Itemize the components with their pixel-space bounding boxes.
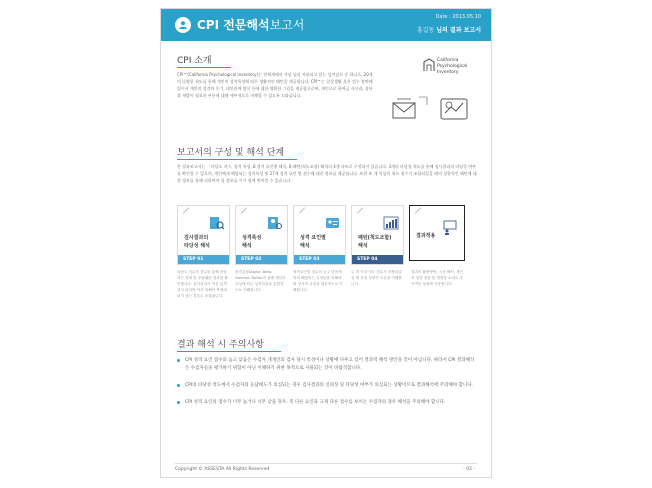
step-card-decoration — [357, 207, 363, 213]
cpi-logo — [423, 56, 473, 86]
cpi-logo-line-2: Psychological — [437, 64, 468, 69]
report-title-light: 보고서 — [269, 18, 305, 32]
step-badge: STEP 01 — [178, 255, 229, 264]
step-label: 결과적용 — [416, 233, 436, 239]
step-label: 패턴(척도조합) 해석 — [358, 235, 392, 249]
intro-title-underline — [177, 67, 231, 68]
cpi-logo-line-1: California — [437, 58, 459, 63]
step-card-03 — [293, 205, 346, 265]
report-title — [197, 16, 304, 33]
step-badge: STEP 03 — [294, 255, 345, 264]
cautions-title-underline — [177, 351, 281, 352]
presenter-icon — [442, 220, 458, 236]
caution-item: CPI 성격 요인 점수의 높고 낮음은 수검자 개개인의 검사 당시 특성이나 상황에 다루고 있어 결과적 해석 방안을 것이 아닙니다. 따라서 CPI 결과해석은 수검자들을 평가하기 위함이 아닌 이해하기 위한 목적으로 사용되는 것이 바람직합니다. — [177, 357, 477, 373]
step-card-decoration — [415, 207, 421, 213]
report-subtitle — [417, 25, 481, 34]
step-description: 결과의 활용방안, 시상 해석, 개인의 성향 장점 및 개발을 토대로 부족적인 성장에 적용합니다. — [411, 270, 463, 286]
report-date: Date : 2013.05.10 — [435, 14, 481, 20]
bar-chart-icon — [383, 216, 399, 230]
subtitle-rest: 님의 결과 보고서 — [436, 27, 481, 34]
intro-title: CPI 소개 — [177, 56, 212, 66]
step-card-result — [409, 205, 465, 261]
intro-body: CPI™(California Psychological Inventory)는 전세계에서 가장 널리 사용되고 있는 성격검사 중 하나로, 20개의 다양한 척도를 통해 개인의 성격특성에 따른 생활적인 패턴을 제공합니다. CPI™는 일상생활 혹은 업무 장면에 있어서 개인의 성격과 동기, 대인관계 방식 등에 대한 명확한 그림을 제공함으로써, 개인으로 하여금 자신과, 집단과 개발이 필요한 부분에 대해 세부적으로 이해할 수 있도록 도와줍니다. — [177, 72, 373, 98]
step-description: 성격요인별 점수의 높고 낮음에 따라 해당되는 특성들을 이해하며 성격적 특징을 세부적으로 이해합니다. — [293, 270, 343, 292]
envelope-and-chart-icon — [389, 93, 479, 123]
step-description: 타당도 지수의 점수를 통해 응답하는 자세 및 응답패턴 결과를 확인합니다. 검사결과가 이상 있게 검사 되어야 작가 의해야 측정에 되지 않는 경우도 포함됩니다. — [177, 270, 228, 298]
user-icon — [175, 17, 191, 33]
step-cards — [177, 205, 477, 345]
step-card-decoration — [241, 207, 247, 213]
caution-item: CPI의 타당성 척도에서 수검자의 응답태도가 의심되는 경우 검사결과의 신뢰성 및 타당성 여부가 의심되는 상황이므로 결과해석에 주의해야 합니다. — [177, 382, 477, 390]
report-title-bold: CPI 전문해석 — [197, 18, 270, 32]
step-description: 성격유형(Alpha, Beta, Gamma, Delta)과 함께 개인의 특성에 따른 성격특성을 통합적으로 이해합니다. — [235, 270, 286, 292]
footer-page-number: - 02 - — [463, 467, 475, 472]
step-label: 성격 요인별 해석 — [300, 235, 326, 249]
cpi-logo-text — [437, 58, 467, 76]
step-card-04 — [351, 205, 404, 265]
id-card-icon — [325, 216, 341, 230]
step-label: 검사결과의 타당성 해석 — [184, 235, 210, 249]
cautions-list — [177, 357, 477, 416]
step-card-02 — [235, 205, 288, 265]
document-search-icon — [209, 216, 225, 230]
footer-copyright: Copyright © ASSESTA All Rights Reserved — [175, 467, 270, 472]
structure-body: 본 결과보고서는 「타당도 지수, 성격 특성, 8 성격 요인별 해석, 8 패턴(척도조합) 해석의 4개 파트로 구성되어 있습니다. 3개의 타당성 척도를 통해 검사결과의 타당성 여부를 확인할 수 있으며, 개인에게 해당되는 성격특성 및 27개 성격 요인 별 점수에 대한 정보를 제공합니다. 또한 또 개 이상의 척도 점수가 조합되었을 때의 성향적인 패턴에 대한 정보를 통해 피하여야 할 정보를 사가 함께 받아볼 수 있습니다. — [177, 164, 477, 183]
cautions-title: 결과 해석 시 주의사항 — [177, 340, 264, 350]
step-description: 두 개 이상 척도 점수가 조합되었을 때 특징 성향적 모습을 이해합니다. — [351, 270, 402, 286]
structure-title-underline — [177, 159, 297, 160]
step-badge: STEP 02 — [236, 255, 287, 264]
profile-search-icon — [267, 216, 283, 230]
step-card-decoration — [299, 207, 305, 213]
step-label: 성격특성 해석 — [242, 235, 262, 249]
report-header — [161, 9, 491, 41]
intro-illustration — [389, 93, 479, 123]
step-card-01 — [177, 205, 230, 265]
step-badge: STEP 04 — [352, 255, 403, 264]
step-card-decoration — [183, 207, 189, 213]
footer-divider — [175, 463, 477, 464]
subject-name: 홍길동 — [416, 27, 435, 34]
cpi-logo-line-3: Inventory — [437, 70, 459, 75]
caution-item: CPI 성격 요인의 점수가 너무 높거나 너무 낮을 경우, 즉 다른 요인과 크게 다른 점수를 보이는 수검자의 경우 해석을 주의해야 합니다. — [177, 399, 477, 407]
structure-title: 보고서의 구성 및 해석 단계 — [177, 148, 285, 158]
cpi-logo-mark-icon — [423, 58, 435, 72]
report-page — [160, 8, 492, 478]
